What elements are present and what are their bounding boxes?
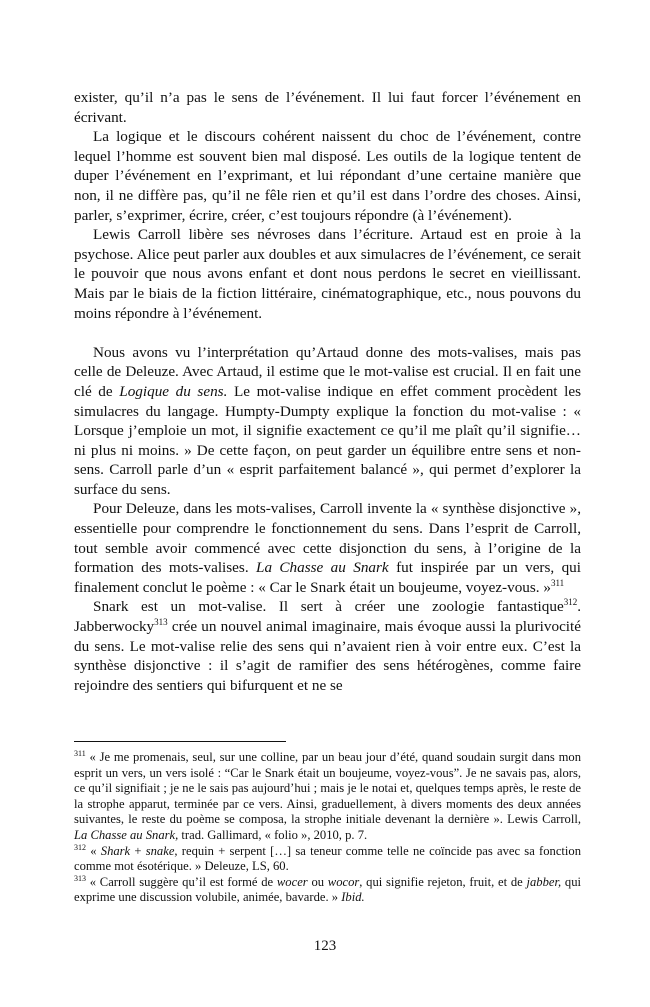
- footnote-312: $^{312}$ « Shark + snake, requin + serpent […] sa teneur comme telle ne coïncide pas avec sa fonction comme mot ésotérique. » Deleuze, LS, 60.: [74, 842, 581, 874]
- paragraph-1: exister, qu’il n’a pas le sens de l’événement. Il lui faut forcer l’événement en écrivant.: [74, 89, 581, 126]
- paragraph-2: La logique et le discours cohérent naissent du choc de l’événement, contre lequel l’homme est souvent bien mal disposé. Les outils de la logique tentent de duper l’événement en l’exprimant, et lui répondant d’une certaine manière que non, il ne diffère pas, qu’il ne fêle rien et qu’il est dans l’ordre des choses. Ainsi, parler, s’exprimer, écrire, créer, c’est toujours répondre (à l’événement).: [74, 128, 581, 224]
- paragraph-6: Snark est un mot-valise. Il sert à créer une zoologie fantastique$^{312}$. Jabberwocky$^{313}$ crée un nouvel animal imaginaire, mais évoque aussi la plurivocité du sens. Le mot-valise relie des sens qui n’avaient rien à voir entre eux. C’est la synthèse disjonctive : il s’agit de ramifier des sens hétérogènes, comme faire rejoindre des sentiers qui bifurquent et ne se: [74, 597, 581, 694]
- paragraph-5: Pour Deleuze, dans les mots-valises, Carroll invente la « synthèse disjonctive », essentielle pour comprendre le fonctionnement du sens. Dans l’esprit de Carroll, tout semble avoir commencé avec cette disjonction du sens, à l’origine de la formation des mots-valises. La Chasse au Snark fut inspirée par un vers, qui finalement conclut le poème : « Car le Snark était un boujeume, voyez-vous. »$^{311}$: [74, 500, 581, 596]
- footnote-ref-313[interactable]: 313: [154, 617, 168, 628]
- book-title: Logique du sens.: [119, 382, 228, 400]
- footnote-divider: [74, 741, 286, 742]
- footnotes: [74, 750, 581, 906]
- page-number: 123: [313, 938, 337, 954]
- footnote-313: $^{313}$ « Carroll suggère qu’il est formé de wocer ou wocor, qui signifie rejeton, fruit, et de jabber, qui exprime une discussion volubile, animée, bavarde. » Ibid.: [74, 873, 581, 905]
- footnote-ref-311[interactable]: 311: [551, 577, 565, 588]
- footnote-311: $^{311}$ « Je me promenais, seul, sur une colline, par un beau jour d’été, quand soudain surgit dans mon esprit un vers, un vers isolé : “Car le Snark était un boujeume, voyez-vous”. Je ne savais pas, alors, ce qu’il signifiait ; je ne le sais pas aujourd’hui ; mais je le notai et, quelques temps après, le reste de la strophe apparut, terminée par ce vers. Ainsi, graduellement, à divers moments des deux années suivantes, le reste du poème se composa, la strophe initiale devenant la dernière ». Lewis Carroll, La Chasse au Snark, trad. Gallimard, « folio », 2010, p. 7.: [74, 749, 581, 842]
- main-text: [74, 88, 581, 695]
- paragraph-4: Nous avons vu l’interprétation qu’Artaud donne des mots-valises, mais pas celle de Deleuze. Avec Artaud, il estime que le mot-valise est crucial. Il en fait une clé de Logique du sens. Le mot-valise indique en effet comment procèdent les simulacres du langage. Humpty-Dumpty explique la fonction du mot-valise : « Lorsque j’emploie un mot, il signifie exactement ce qu’il me plaît qu’il signifie… ni plus ni moins. » De cette façon, on peut garder un équilibre entre sens et non-sens. Carroll parle d’un « esprit parfaitement balancé », qui permet d’explorer la surface du sens.: [74, 343, 581, 498]
- book-title: La Chasse au Snark: [256, 559, 389, 577]
- paragraph-3: Lewis Carroll libère ses névroses dans l’écriture. Artaud est en proie à la psychose. Alice peut parler aux doubles et aux simulacres de l’événement, ce serait le pouvoir que nous avons enfant et dont nous perdons le secret en vieillissant. Mais par le biais de la fiction littéraire, cinématographique, etc., nous pouvons du moins répondre à l’événement.: [74, 226, 581, 322]
- footnote-ref-312[interactable]: 312: [563, 597, 578, 608]
- paragraph-gap: [74, 323, 581, 343]
